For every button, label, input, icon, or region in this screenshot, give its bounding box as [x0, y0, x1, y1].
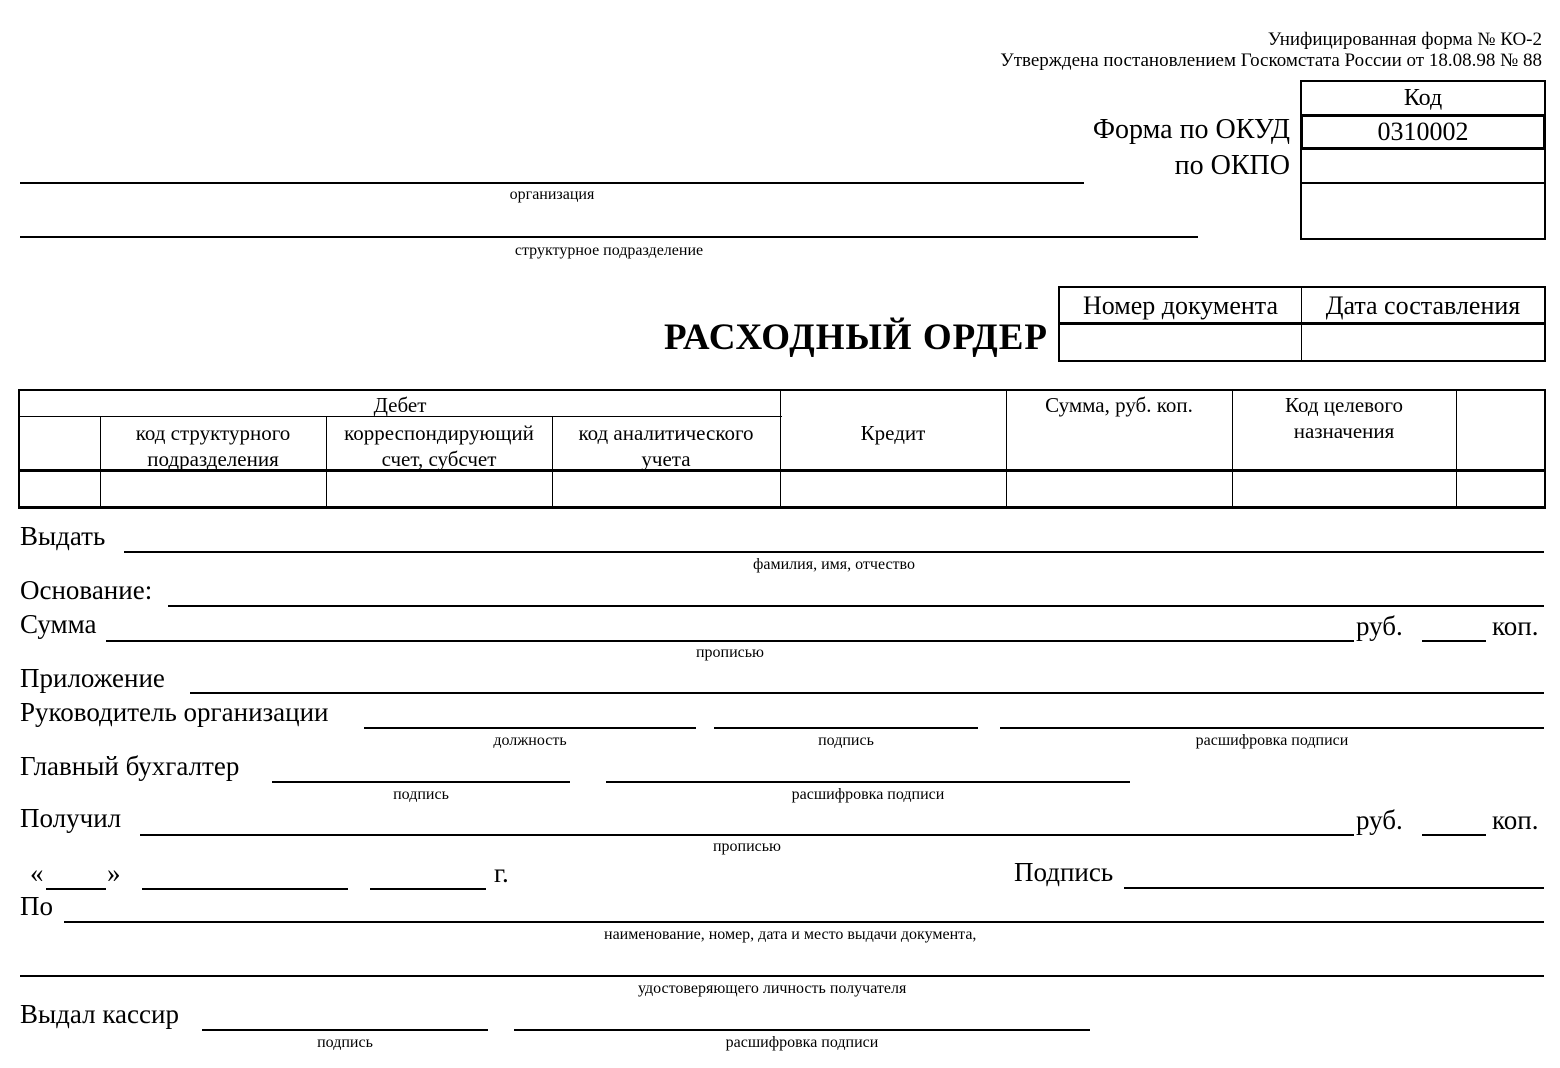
basis-label: Основание:: [20, 575, 153, 605]
issue-recipient-line[interactable]: [124, 551, 1544, 553]
approval-line: Утверждена постановлением Госкомстата России от 18.08.98 № 88: [1000, 50, 1542, 71]
date-quote-open: «: [30, 858, 44, 888]
document-line-2[interactable]: [20, 975, 1544, 977]
head-signature-caption: подпись: [818, 732, 874, 749]
okpo-code-field[interactable]: [1302, 150, 1544, 184]
chief-accountant-label: Главный бухгалтер: [20, 751, 240, 781]
code-box: [1300, 80, 1546, 240]
head-label: Руководитель организации: [20, 697, 329, 727]
attachment-label: Приложение: [20, 663, 165, 693]
chief-decoding-caption: расшифровка подписи: [791, 786, 945, 803]
division-field[interactable]: [20, 212, 1198, 236]
sum-rub-label: руб.: [1356, 611, 1403, 641]
date-year-line[interactable]: [370, 888, 486, 890]
debit-header: Дебет: [373, 393, 427, 417]
sum-caption: прописью: [695, 644, 765, 661]
document-number-date-box: [1058, 286, 1546, 362]
sum-label: Сумма: [20, 609, 97, 639]
chief-signature-caption: подпись: [393, 786, 449, 803]
head-signature-line[interactable]: [714, 727, 978, 729]
amount-header: Сумма, руб. коп.: [1045, 393, 1193, 417]
date-month-line[interactable]: [142, 888, 348, 890]
basis-line[interactable]: [168, 605, 1544, 607]
received-kop-label: коп.: [1492, 805, 1539, 835]
date-day-line[interactable]: [46, 888, 106, 890]
document-caption-2: удостоверяющего личность получателя: [638, 980, 907, 997]
document-number-field[interactable]: [1060, 325, 1302, 360]
organization-line: [20, 182, 1084, 184]
received-kop-line[interactable]: [1422, 834, 1486, 836]
chief-signature-line[interactable]: [272, 781, 570, 783]
cashier-signature-line[interactable]: [202, 1029, 488, 1031]
okud-label: Форма по ОКУД: [1092, 114, 1290, 145]
year-suffix: г.: [494, 858, 509, 888]
document-title: РАСХОДНЫЙ ОРДЕР: [663, 317, 1048, 358]
corresponding-account-header: корреспондирующий счет, субсчет: [344, 421, 534, 471]
cashier-decoding-line[interactable]: [514, 1029, 1090, 1031]
organization-field[interactable]: [20, 158, 1084, 182]
date-quote-close: »: [107, 858, 121, 888]
division-code-header: код структурного подразделения: [135, 421, 291, 471]
head-decoding-caption: расшифровка подписи: [1195, 732, 1349, 749]
division-caption: структурное подразделение: [514, 242, 704, 259]
organization-caption: организация: [509, 186, 595, 203]
document-date-header: Дата составления: [1325, 291, 1521, 320]
attachment-line[interactable]: [190, 692, 1544, 694]
by-document-label: По: [20, 891, 53, 921]
received-label: Получил: [20, 803, 122, 833]
issue-caption: фамилия, имя, отчество: [753, 556, 915, 573]
sum-kop-label: коп.: [1492, 611, 1539, 641]
sum-in-words-line[interactable]: [106, 640, 1354, 642]
receiver-signature-line[interactable]: [1124, 887, 1544, 889]
signature-label: Подпись: [1014, 857, 1114, 887]
head-decoding-line[interactable]: [1000, 727, 1544, 729]
document-caption-1: наименование, номер, дата и место выдачи документа,: [604, 926, 977, 943]
received-caption: прописью: [712, 838, 782, 855]
received-rub-label: руб.: [1356, 805, 1403, 835]
issue-label: Выдать: [20, 521, 106, 551]
extra-code-field[interactable]: [1302, 184, 1544, 238]
code-header: Код: [1403, 85, 1443, 111]
okpo-label: по ОКПО: [1174, 150, 1290, 181]
credit-header: Кредит: [860, 421, 926, 445]
document-line-1[interactable]: [64, 921, 1544, 923]
chief-decoding-line[interactable]: [606, 781, 1130, 783]
cashier-signature-caption: подпись: [317, 1034, 373, 1051]
cashier-label: Выдал кассир: [20, 999, 179, 1029]
sum-kop-line[interactable]: [1422, 640, 1486, 642]
form-number-line: Унифицированная форма № КО-2: [1267, 29, 1542, 50]
head-position-line[interactable]: [364, 727, 696, 729]
cashier-decoding-caption: расшифровка подписи: [725, 1034, 879, 1051]
division-line: [20, 236, 1198, 238]
purpose-code-header: Код целевого назначения: [1284, 393, 1403, 443]
document-date-field[interactable]: [1302, 325, 1544, 360]
position-caption: должность: [493, 732, 567, 749]
analytical-code-header: код аналитического учета: [578, 421, 754, 471]
document-number-header: Номер документа: [1060, 288, 1302, 322]
okud-code-field[interactable]: 0310002: [1302, 114, 1544, 150]
received-in-words-line[interactable]: [140, 834, 1354, 836]
